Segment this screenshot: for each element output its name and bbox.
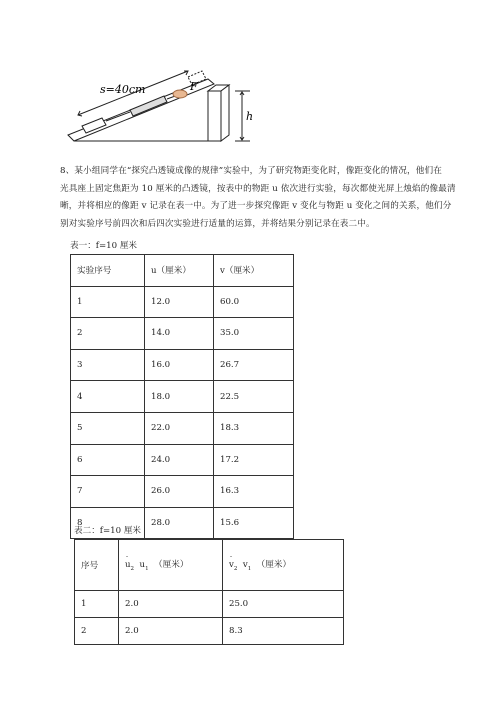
table1-caption: 表一：f=10 厘米 (70, 241, 138, 251)
header-cell-u-difference: - $u_2$ $u_1$ （厘米） (119, 540, 223, 591)
table-row (71, 349, 294, 381)
header-cell: 实验序号 (71, 255, 145, 287)
table-cell: 16.0 (145, 349, 214, 381)
paragraph-line: 光具座上固定焦距为 10 厘米的凸透镜，按表中的物距 u 依次进行实验，每次都使光屏上烛焰的像最清 (60, 183, 456, 194)
table-row (71, 412, 294, 444)
height-label: h (246, 110, 254, 123)
table-cell: 1 (71, 286, 145, 318)
header-var: v (242, 560, 248, 570)
table-cell: 22.5 (214, 381, 294, 413)
table2-caption: 表二：f=10 厘米 (74, 526, 142, 536)
table-header-row (75, 540, 344, 591)
table-cell: 26.7 (214, 349, 294, 381)
table-header-row (71, 255, 294, 287)
table-cell: 28.0 (145, 507, 214, 539)
header-subscript: 1 (145, 566, 149, 572)
table-cell: 8.3 (223, 618, 344, 645)
table-cell: 12.0 (145, 286, 214, 318)
header-var: v (229, 560, 234, 570)
header-cell: 序号 (75, 540, 119, 591)
header-var: u (125, 560, 131, 570)
table2 (74, 539, 344, 645)
table-cell: 18.3 (214, 412, 294, 444)
table-cell: 16.3 (214, 476, 294, 508)
table-cell: 26.0 (145, 476, 214, 508)
paragraph-line: 晰，并将相应的像距 v 记录在表一中。为了进一步探究像距 v 变化与物距 u 变化之间的关系，他们分 (60, 201, 452, 212)
table-cell: 25.0 (223, 591, 344, 618)
table-cell: 2 (71, 318, 145, 350)
inclined-plane-figure (60, 55, 260, 150)
header-subscript: 2 (130, 566, 135, 572)
header-unit: （厘米） (256, 560, 292, 570)
header-subscript: 2 (233, 566, 238, 572)
table-cell: 8 (71, 507, 145, 539)
header-cell: v（厘米） (214, 255, 294, 287)
table-cell: 3 (71, 349, 145, 381)
paragraph-line: 别对实验序号前四次和后四次实验进行适量的运算，并将结果分别记录在表二中。 (60, 218, 375, 229)
table-cell: 2.0 (119, 591, 223, 618)
table-cell: 14.0 (145, 318, 214, 350)
table-row (75, 618, 344, 645)
table-row (71, 444, 294, 476)
problem-paragraph (60, 163, 458, 233)
table-cell: 18.0 (145, 381, 214, 413)
table-cell: 60.0 (214, 286, 294, 318)
table-row (71, 286, 294, 318)
table-cell: 24.0 (145, 444, 214, 476)
header-unit: （厘米） (154, 560, 189, 570)
table-cell: 17.2 (214, 444, 294, 476)
table-row (71, 381, 294, 413)
table-cell: 2 (75, 618, 119, 645)
table-cell: 7 (71, 476, 145, 508)
header-cell-v-difference: - $v_2$ $v_1$ （厘米） (223, 540, 344, 591)
paragraph-line: 8、某小组同学在“探究凸透镜成像的规律”实验中，为了研究物距变化时，像距变化的情况，他们在 (60, 166, 442, 176)
force-label: F (190, 80, 198, 93)
table-cell: 2.0 (119, 618, 223, 645)
table-row (71, 318, 294, 350)
table-cell: 35.0 (214, 318, 294, 350)
table1 (70, 254, 294, 539)
table-cell: 4 (71, 381, 145, 413)
table-row (71, 476, 294, 508)
table-cell: 5 (71, 412, 145, 444)
header-cell: u（厘米） (145, 255, 214, 287)
header-subscript: 1 (247, 566, 252, 572)
table-cell: 22.0 (145, 412, 214, 444)
table-cell: 6 (71, 444, 145, 476)
table-row (75, 591, 344, 618)
header-var: u (139, 560, 146, 570)
distance-label: s=40cm (100, 83, 146, 96)
table-cell: 1 (75, 591, 119, 618)
table-cell: 15.6 (214, 507, 294, 539)
